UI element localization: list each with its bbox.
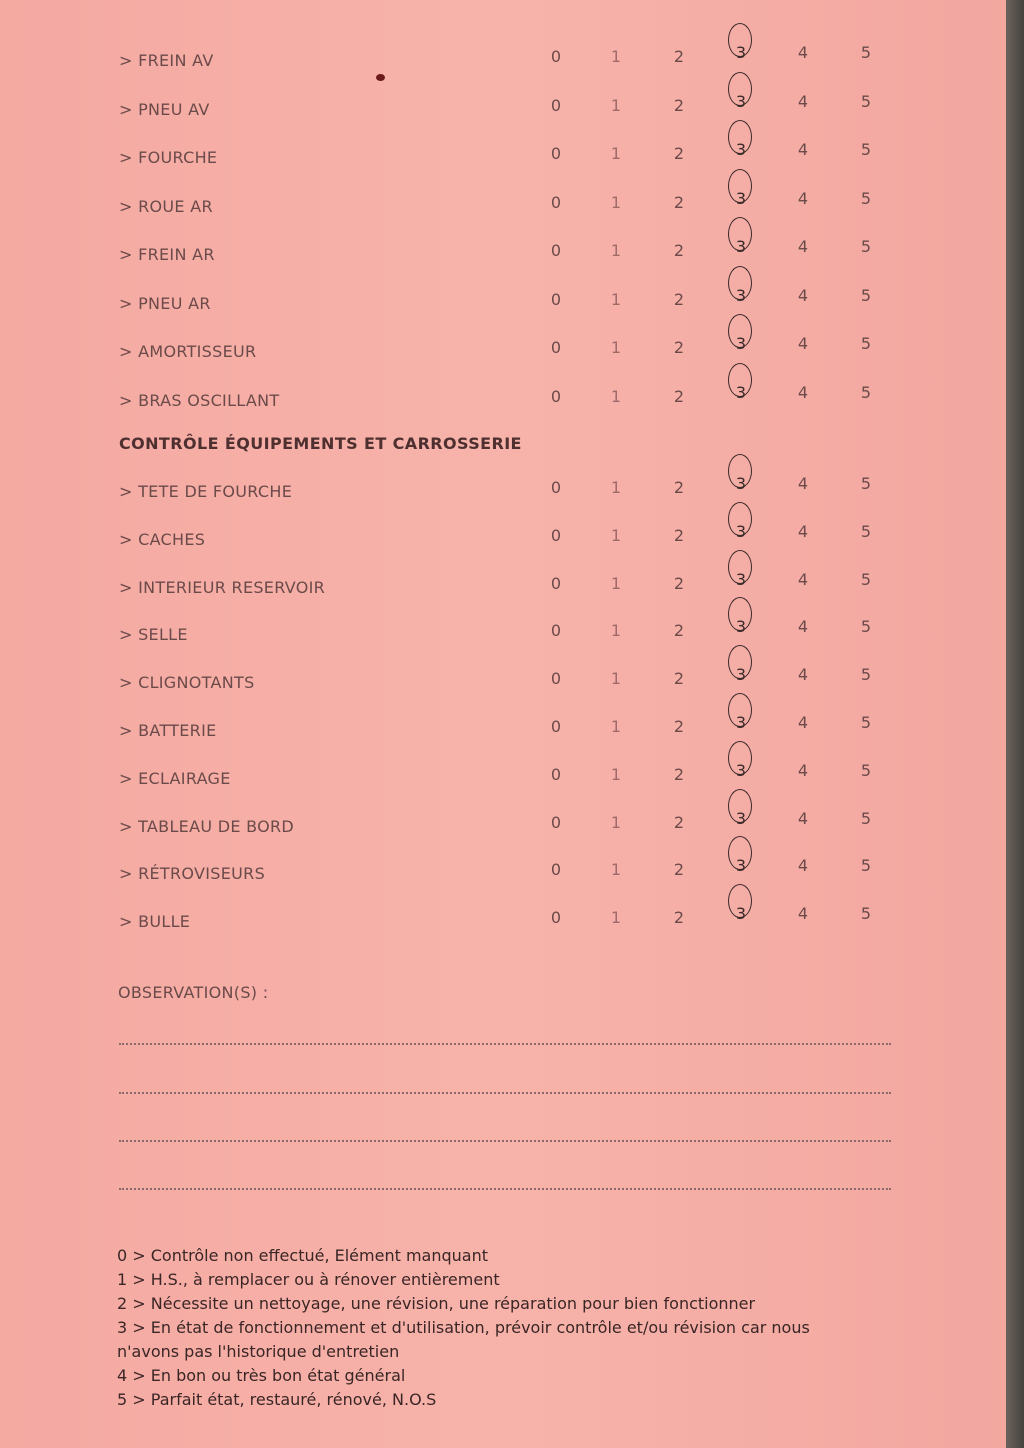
- checklist-row: [0, 474, 1006, 512]
- rating-option-5[interactable]: 5: [860, 334, 872, 353]
- rating-option-4[interactable]: 4: [797, 43, 809, 62]
- rating-option-2[interactable]: 2: [673, 764, 685, 784]
- checklist-item-label: > TETE DE FOURCHE: [119, 482, 293, 501]
- rating-option-1[interactable]: 1: [610, 860, 622, 880]
- rating-option-3[interactable]: 3: [731, 761, 751, 780]
- legend-line: 4 > En bon ou très bon état général: [117, 1366, 406, 1385]
- checklist-item-label: > ROUE AR: [119, 196, 213, 216]
- rating-option-1[interactable]: 1: [610, 525, 622, 545]
- observation-line[interactable]: [119, 1140, 891, 1142]
- rating-option-3[interactable]: 3: [731, 809, 751, 828]
- rating-option-3[interactable]: 3: [731, 474, 751, 493]
- rating-option-5[interactable]: 5: [860, 521, 872, 541]
- selected-rating-circle: [728, 597, 752, 631]
- checklist-row: [0, 43, 1006, 81]
- checklist-row: [0, 617, 1006, 655]
- checklist-row: [0, 188, 1006, 227]
- observation-line[interactable]: [119, 1043, 891, 1045]
- rating-option-5[interactable]: 5: [860, 808, 872, 828]
- checklist-item-label: > PNEU AV: [119, 99, 210, 119]
- rating-option-1[interactable]: 1: [610, 908, 622, 928]
- rating-option-1[interactable]: 1: [610, 241, 622, 260]
- selected-rating-circle: [728, 550, 752, 584]
- legend-line: n'avons pas l'historique d'entretien: [117, 1342, 400, 1361]
- rating-option-5[interactable]: 5: [860, 904, 872, 924]
- checklist-item-label: > ECLAIRAGE: [119, 768, 231, 788]
- rating-option-3[interactable]: 3: [731, 43, 751, 62]
- rating-option-5[interactable]: 5: [860, 665, 872, 685]
- checklist-item-label: > CACHES: [119, 529, 206, 549]
- rating-option-0[interactable]: 0: [550, 47, 562, 66]
- rating-option-5[interactable]: 5: [860, 140, 872, 159]
- rating-option-5[interactable]: 5: [860, 617, 872, 637]
- rating-option-1[interactable]: 1: [610, 47, 622, 66]
- selected-rating-circle: [728, 314, 752, 348]
- rating-option-3[interactable]: 3: [731, 665, 751, 684]
- rating-option-4[interactable]: 4: [797, 760, 809, 780]
- rating-option-2[interactable]: 2: [673, 289, 685, 309]
- rating-option-2[interactable]: 2: [673, 812, 685, 832]
- rating-option-0[interactable]: 0: [550, 525, 562, 545]
- rating-option-0[interactable]: 0: [550, 241, 562, 260]
- checklist-row: [0, 382, 1006, 421]
- selected-rating-circle: [728, 454, 752, 488]
- rating-option-5[interactable]: 5: [860, 474, 872, 493]
- legend-line: 2 > Nécessite un nettoyage, une révision, une réparation pour bien fonctionner: [117, 1294, 756, 1313]
- selected-rating-circle: [728, 217, 752, 251]
- rating-option-0[interactable]: 0: [550, 669, 562, 689]
- selected-rating-circle: [728, 693, 752, 727]
- rating-option-0[interactable]: 0: [550, 812, 562, 832]
- rating-option-4[interactable]: 4: [797, 904, 809, 924]
- rating-option-2[interactable]: 2: [673, 669, 685, 689]
- rating-option-0[interactable]: 0: [550, 289, 562, 309]
- checklist-item-label: > TABLEAU DE BORD: [119, 816, 295, 836]
- rating-option-5[interactable]: 5: [860, 91, 872, 111]
- rating-option-5[interactable]: 5: [860, 713, 872, 732]
- checklist-item-label: > FREIN AV: [119, 51, 214, 70]
- rating-option-3[interactable]: 3: [731, 856, 751, 875]
- rating-option-0[interactable]: 0: [550, 860, 562, 880]
- rating-option-0[interactable]: 0: [550, 338, 562, 357]
- selected-rating-circle: [728, 266, 752, 300]
- selected-rating-circle: [728, 741, 752, 775]
- rating-option-2[interactable]: 2: [673, 95, 685, 115]
- rating-option-0[interactable]: 0: [550, 908, 562, 928]
- rating-option-4[interactable]: 4: [797, 665, 809, 685]
- rating-option-3[interactable]: 3: [731, 713, 751, 732]
- rating-option-4[interactable]: 4: [797, 713, 809, 732]
- checklist-item-label: > AMORTISSEUR: [119, 342, 257, 361]
- checklist-row: [0, 91, 1006, 130]
- legend-line: 3 > En état de fonctionnement et d'utilisation, prévoir contrôle et/ou révision car nous: [117, 1318, 810, 1337]
- checklist-item-label: > BATTERIE: [119, 721, 217, 740]
- rating-option-0[interactable]: 0: [550, 717, 562, 736]
- rating-option-4[interactable]: 4: [797, 617, 809, 637]
- checklist-item-label: > PNEU AR: [119, 293, 211, 313]
- rating-option-3[interactable]: 3: [731, 617, 751, 636]
- rating-option-3[interactable]: 3: [731, 522, 751, 541]
- rating-option-0[interactable]: 0: [550, 95, 562, 115]
- rating-option-2[interactable]: 2: [673, 338, 685, 357]
- checklist-row: [0, 285, 1006, 324]
- rating-option-0[interactable]: 0: [550, 764, 562, 784]
- checklist-row: [0, 334, 1006, 372]
- rating-option-4[interactable]: 4: [797, 521, 809, 541]
- rating-option-5[interactable]: 5: [860, 760, 872, 780]
- rating-option-2[interactable]: 2: [673, 717, 685, 736]
- legend-line: 0 > Contrôle non effectué, Elément manquant: [117, 1246, 488, 1265]
- rating-option-4[interactable]: 4: [797, 569, 809, 589]
- observation-line[interactable]: [119, 1092, 891, 1094]
- checklist-item-label: > RÉTROVISEURS: [119, 864, 266, 884]
- selected-rating-circle: [728, 836, 752, 870]
- rating-option-0[interactable]: 0: [550, 621, 562, 641]
- checklist-item-label: > BULLE: [119, 912, 191, 932]
- rating-option-3[interactable]: 3: [731, 570, 751, 589]
- rating-option-4[interactable]: 4: [797, 140, 809, 159]
- background-surface: [1006, 0, 1024, 1448]
- checklist-row: [0, 808, 1006, 847]
- checklist-item-label: > CLIGNOTANTS: [119, 673, 255, 693]
- rating-option-0[interactable]: 0: [550, 573, 562, 593]
- rating-option-1[interactable]: 1: [610, 812, 622, 832]
- rating-option-2[interactable]: 2: [673, 386, 685, 406]
- rating-option-1[interactable]: 1: [610, 621, 622, 641]
- rating-option-0[interactable]: 0: [550, 478, 562, 497]
- rating-option-1[interactable]: 1: [610, 764, 622, 784]
- selected-rating-circle: [728, 789, 752, 823]
- checklist-item-label: > FOURCHE: [119, 148, 218, 167]
- rating-option-1[interactable]: 1: [610, 478, 622, 497]
- rating-option-4[interactable]: 4: [797, 237, 809, 256]
- rating-option-1[interactable]: 1: [610, 573, 622, 593]
- rating-option-2[interactable]: 2: [673, 144, 685, 163]
- legend-line: 1 > H.S., à remplacer ou à rénover entièrement: [117, 1270, 500, 1289]
- rating-option-0[interactable]: 0: [550, 386, 562, 406]
- rating-legend: [117, 1244, 897, 1412]
- rating-option-2[interactable]: 2: [673, 47, 685, 66]
- selected-rating-circle: [728, 363, 752, 397]
- selected-rating-circle: [728, 884, 752, 918]
- rating-option-5[interactable]: 5: [860, 43, 872, 62]
- rating-option-2[interactable]: 2: [673, 192, 685, 212]
- rating-option-1[interactable]: 1: [610, 192, 622, 212]
- rating-option-5[interactable]: 5: [860, 382, 872, 402]
- rating-option-3[interactable]: 3: [731, 383, 751, 402]
- selected-rating-circle: [728, 645, 752, 679]
- rating-option-2[interactable]: 2: [673, 573, 685, 593]
- rating-option-3[interactable]: 3: [731, 237, 751, 256]
- rating-option-2[interactable]: 2: [673, 241, 685, 260]
- rating-option-1[interactable]: 1: [610, 669, 622, 689]
- rating-option-5[interactable]: 5: [860, 856, 872, 876]
- checklist-row: [0, 665, 1006, 703]
- checklist-row: [0, 856, 1006, 894]
- rating-option-4[interactable]: 4: [797, 808, 809, 828]
- observations-title: OBSERVATION(S) :: [118, 983, 269, 1002]
- checklist-item-label: > SELLE: [119, 625, 188, 645]
- observation-line[interactable]: [119, 1188, 891, 1190]
- selected-rating-circle: [728, 23, 752, 57]
- rating-option-3[interactable]: 3: [731, 92, 751, 111]
- rating-option-4[interactable]: 4: [797, 382, 809, 402]
- checklist-row: [0, 521, 1006, 560]
- rating-option-4[interactable]: 4: [797, 334, 809, 353]
- rating-option-3[interactable]: 3: [731, 286, 751, 305]
- rating-option-1[interactable]: 1: [610, 95, 622, 115]
- rating-option-0[interactable]: 0: [550, 144, 562, 163]
- checklist-row: [0, 713, 1006, 751]
- checklist-row: [0, 569, 1006, 608]
- rating-option-3[interactable]: 3: [731, 189, 751, 208]
- legend-line: 5 > Parfait état, restauré, rénové, N.O.S: [117, 1390, 437, 1409]
- selected-rating-circle: [728, 169, 752, 203]
- section-title: CONTRÔLE ÉQUIPEMENTS ET CARROSSERIE: [119, 434, 522, 453]
- rating-option-4[interactable]: 4: [797, 474, 809, 493]
- rating-option-1[interactable]: 1: [610, 289, 622, 309]
- rating-option-5[interactable]: 5: [860, 237, 872, 256]
- selected-rating-circle: [728, 120, 752, 154]
- rating-option-2[interactable]: 2: [673, 860, 685, 880]
- checklist-row: [0, 237, 1006, 275]
- rating-option-1[interactable]: 1: [610, 144, 622, 163]
- rating-option-3[interactable]: 3: [731, 140, 751, 159]
- rating-option-4[interactable]: 4: [797, 188, 809, 208]
- rating-option-1[interactable]: 1: [610, 338, 622, 357]
- checklist-item-label: > INTERIEUR RESERVOIR: [119, 577, 326, 597]
- rating-option-0[interactable]: 0: [550, 192, 562, 212]
- rating-option-5[interactable]: 5: [860, 569, 872, 589]
- selected-rating-circle: [728, 72, 752, 106]
- checklist-row: [0, 904, 1006, 942]
- checklist-item-label: > FREIN AR: [119, 245, 215, 264]
- rating-option-2[interactable]: 2: [673, 908, 685, 928]
- rating-option-2[interactable]: 2: [673, 478, 685, 497]
- rating-option-3[interactable]: 3: [731, 334, 751, 353]
- selected-rating-circle: [728, 502, 752, 536]
- rating-option-3[interactable]: 3: [731, 904, 751, 923]
- rating-option-4[interactable]: 4: [797, 285, 809, 305]
- checklist-row: [0, 140, 1006, 178]
- rating-option-4[interactable]: 4: [797, 91, 809, 111]
- rating-option-2[interactable]: 2: [673, 525, 685, 545]
- rating-option-5[interactable]: 5: [860, 188, 872, 208]
- checklist-row: [0, 760, 1006, 799]
- rating-option-4[interactable]: 4: [797, 856, 809, 876]
- rating-option-5[interactable]: 5: [860, 285, 872, 305]
- rating-option-2[interactable]: 2: [673, 621, 685, 641]
- rating-option-1[interactable]: 1: [610, 386, 622, 406]
- checklist-item-label: > BRAS OSCILLANT: [119, 390, 280, 410]
- rating-option-1[interactable]: 1: [610, 717, 622, 736]
